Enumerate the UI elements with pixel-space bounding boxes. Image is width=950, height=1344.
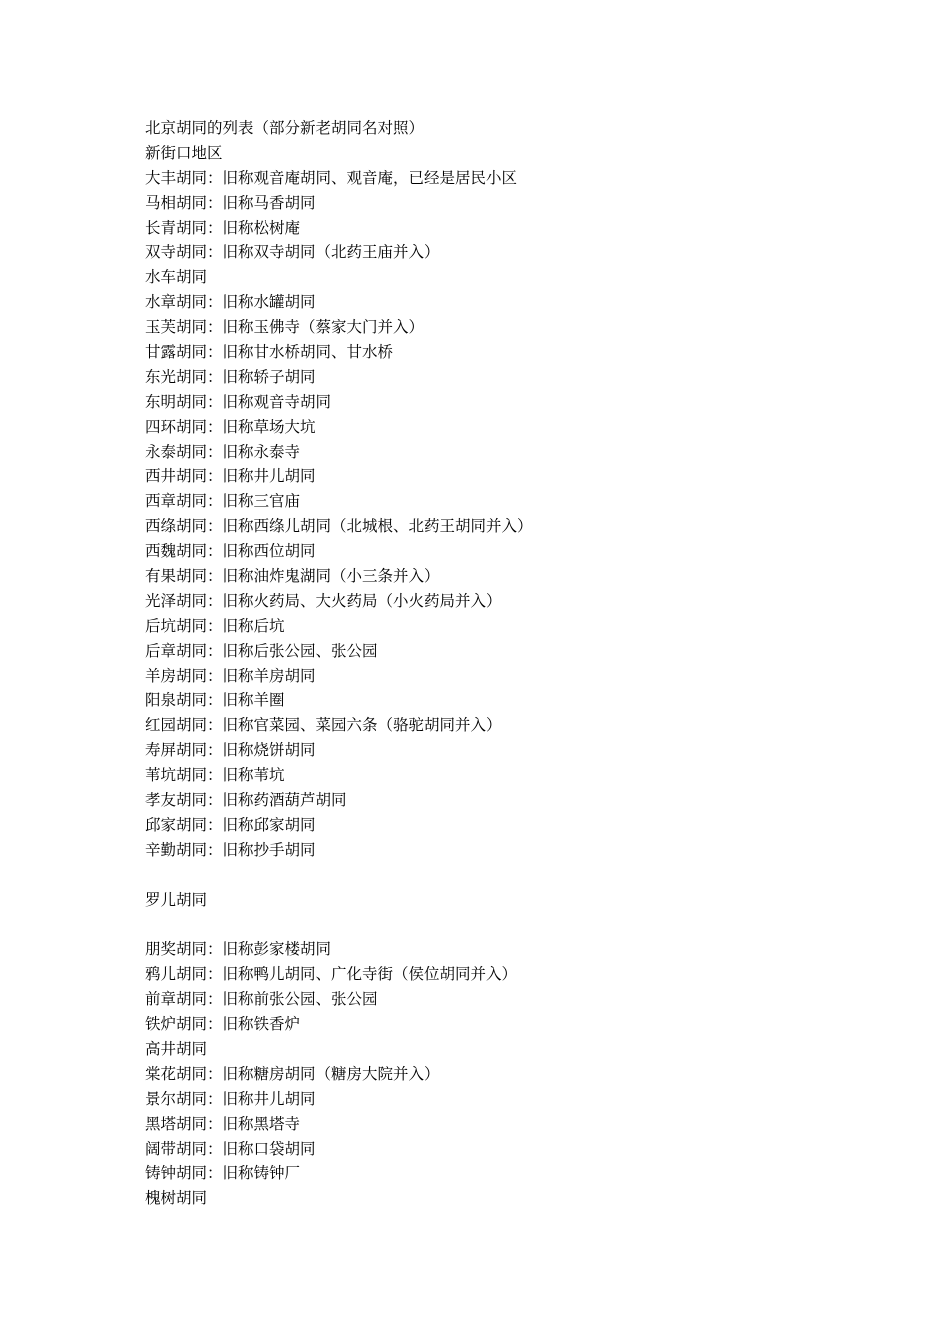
entry-list [145, 141, 905, 1211]
list-item: 红园胡同：旧称官菜园、菜园六条（骆驼胡同并入） [145, 716, 502, 735]
list-item: 辛勤胡同：旧称抄手胡同 [145, 840, 316, 859]
document-body [145, 116, 905, 1211]
list-item: 景尔胡同：旧称井儿胡同 [145, 1089, 316, 1108]
list-item: 前章胡同：旧称前张公园、张公园 [145, 990, 378, 1009]
list-item: 寿屏胡同：旧称烧饼胡同 [145, 741, 316, 760]
list-item: 后章胡同：旧称后张公园、张公园 [145, 641, 378, 660]
list-item: 大丰胡同：旧称观音庵胡同、观音庵，已经是居民小区 [145, 168, 518, 187]
document-title: 北京胡同的列表（部分新老胡同名对照） [145, 119, 425, 137]
list-item: 东明胡同：旧称观音寺胡同 [145, 392, 332, 411]
blank-line [145, 863, 905, 888]
list-item: 永泰胡同：旧称永泰寺 [145, 442, 301, 461]
list-item: 棠花胡同：旧称糖房胡同（糖房大院并入） [145, 1064, 440, 1083]
list-item: 新街口地区 [145, 143, 223, 162]
list-item: 水车胡同 [145, 268, 208, 287]
list-item: 水章胡同：旧称水罐胡同 [145, 293, 316, 312]
list-item: 马相胡同：旧称马香胡同 [145, 193, 316, 212]
list-item: 光泽胡同：旧称火药局、大火药局（小火药局并入） [145, 591, 502, 610]
list-item: 阔带胡同：旧称口袋胡同 [145, 1139, 316, 1158]
list-item: 孝友胡同：旧称药酒葫芦胡同 [145, 791, 347, 810]
list-item: 四环胡同：旧称草场大坑 [145, 417, 316, 436]
list-item: 有果胡同：旧称油炸鬼湖同（小三条并入） [145, 567, 440, 586]
list-item: 东光胡同：旧称轿子胡同 [145, 367, 316, 386]
blank-line [145, 913, 905, 938]
list-item: 阳泉胡同：旧称羊圈 [145, 691, 285, 710]
list-item: 双寺胡同：旧称双寺胡同（北药王庙并入） [145, 243, 440, 262]
list-item: 铸钟胡同：旧称铸钟厂 [145, 1164, 301, 1183]
list-item: 后坑胡同：旧称后坑 [145, 616, 285, 635]
list-item: 羊房胡同：旧称羊房胡同 [145, 666, 316, 685]
list-item: 西章胡同：旧称三官庙 [145, 492, 301, 511]
list-item: 槐树胡同 [145, 1189, 208, 1208]
list-item: 苇坑胡同：旧称苇坑 [145, 766, 285, 785]
list-item: 玉芙胡同：旧称玉佛寺（蔡家大门并入） [145, 318, 425, 337]
list-item: 西井胡同：旧称井儿胡同 [145, 467, 316, 486]
list-item: 罗儿胡同 [145, 890, 208, 909]
list-item: 铁炉胡同：旧称铁香炉 [145, 1015, 301, 1034]
list-item: 鸦儿胡同：旧称鸭儿胡同、广化寺街（侯位胡同并入） [145, 965, 518, 984]
list-item: 甘露胡同：旧称甘水桥胡同、甘水桥 [145, 343, 394, 362]
list-item: 西魏胡同：旧称西位胡同 [145, 542, 316, 561]
list-item: 邱家胡同：旧称邱家胡同 [145, 815, 316, 834]
list-item: 高井胡同 [145, 1039, 208, 1058]
list-item: 西绦胡同：旧称西绦儿胡同（北城根、北药王胡同并入） [145, 517, 533, 536]
list-item: 黑塔胡同：旧称黑塔寺 [145, 1114, 301, 1133]
list-item: 朋奖胡同：旧称彭家楼胡同 [145, 940, 332, 959]
list-item: 长青胡同：旧称松树庵 [145, 218, 301, 237]
